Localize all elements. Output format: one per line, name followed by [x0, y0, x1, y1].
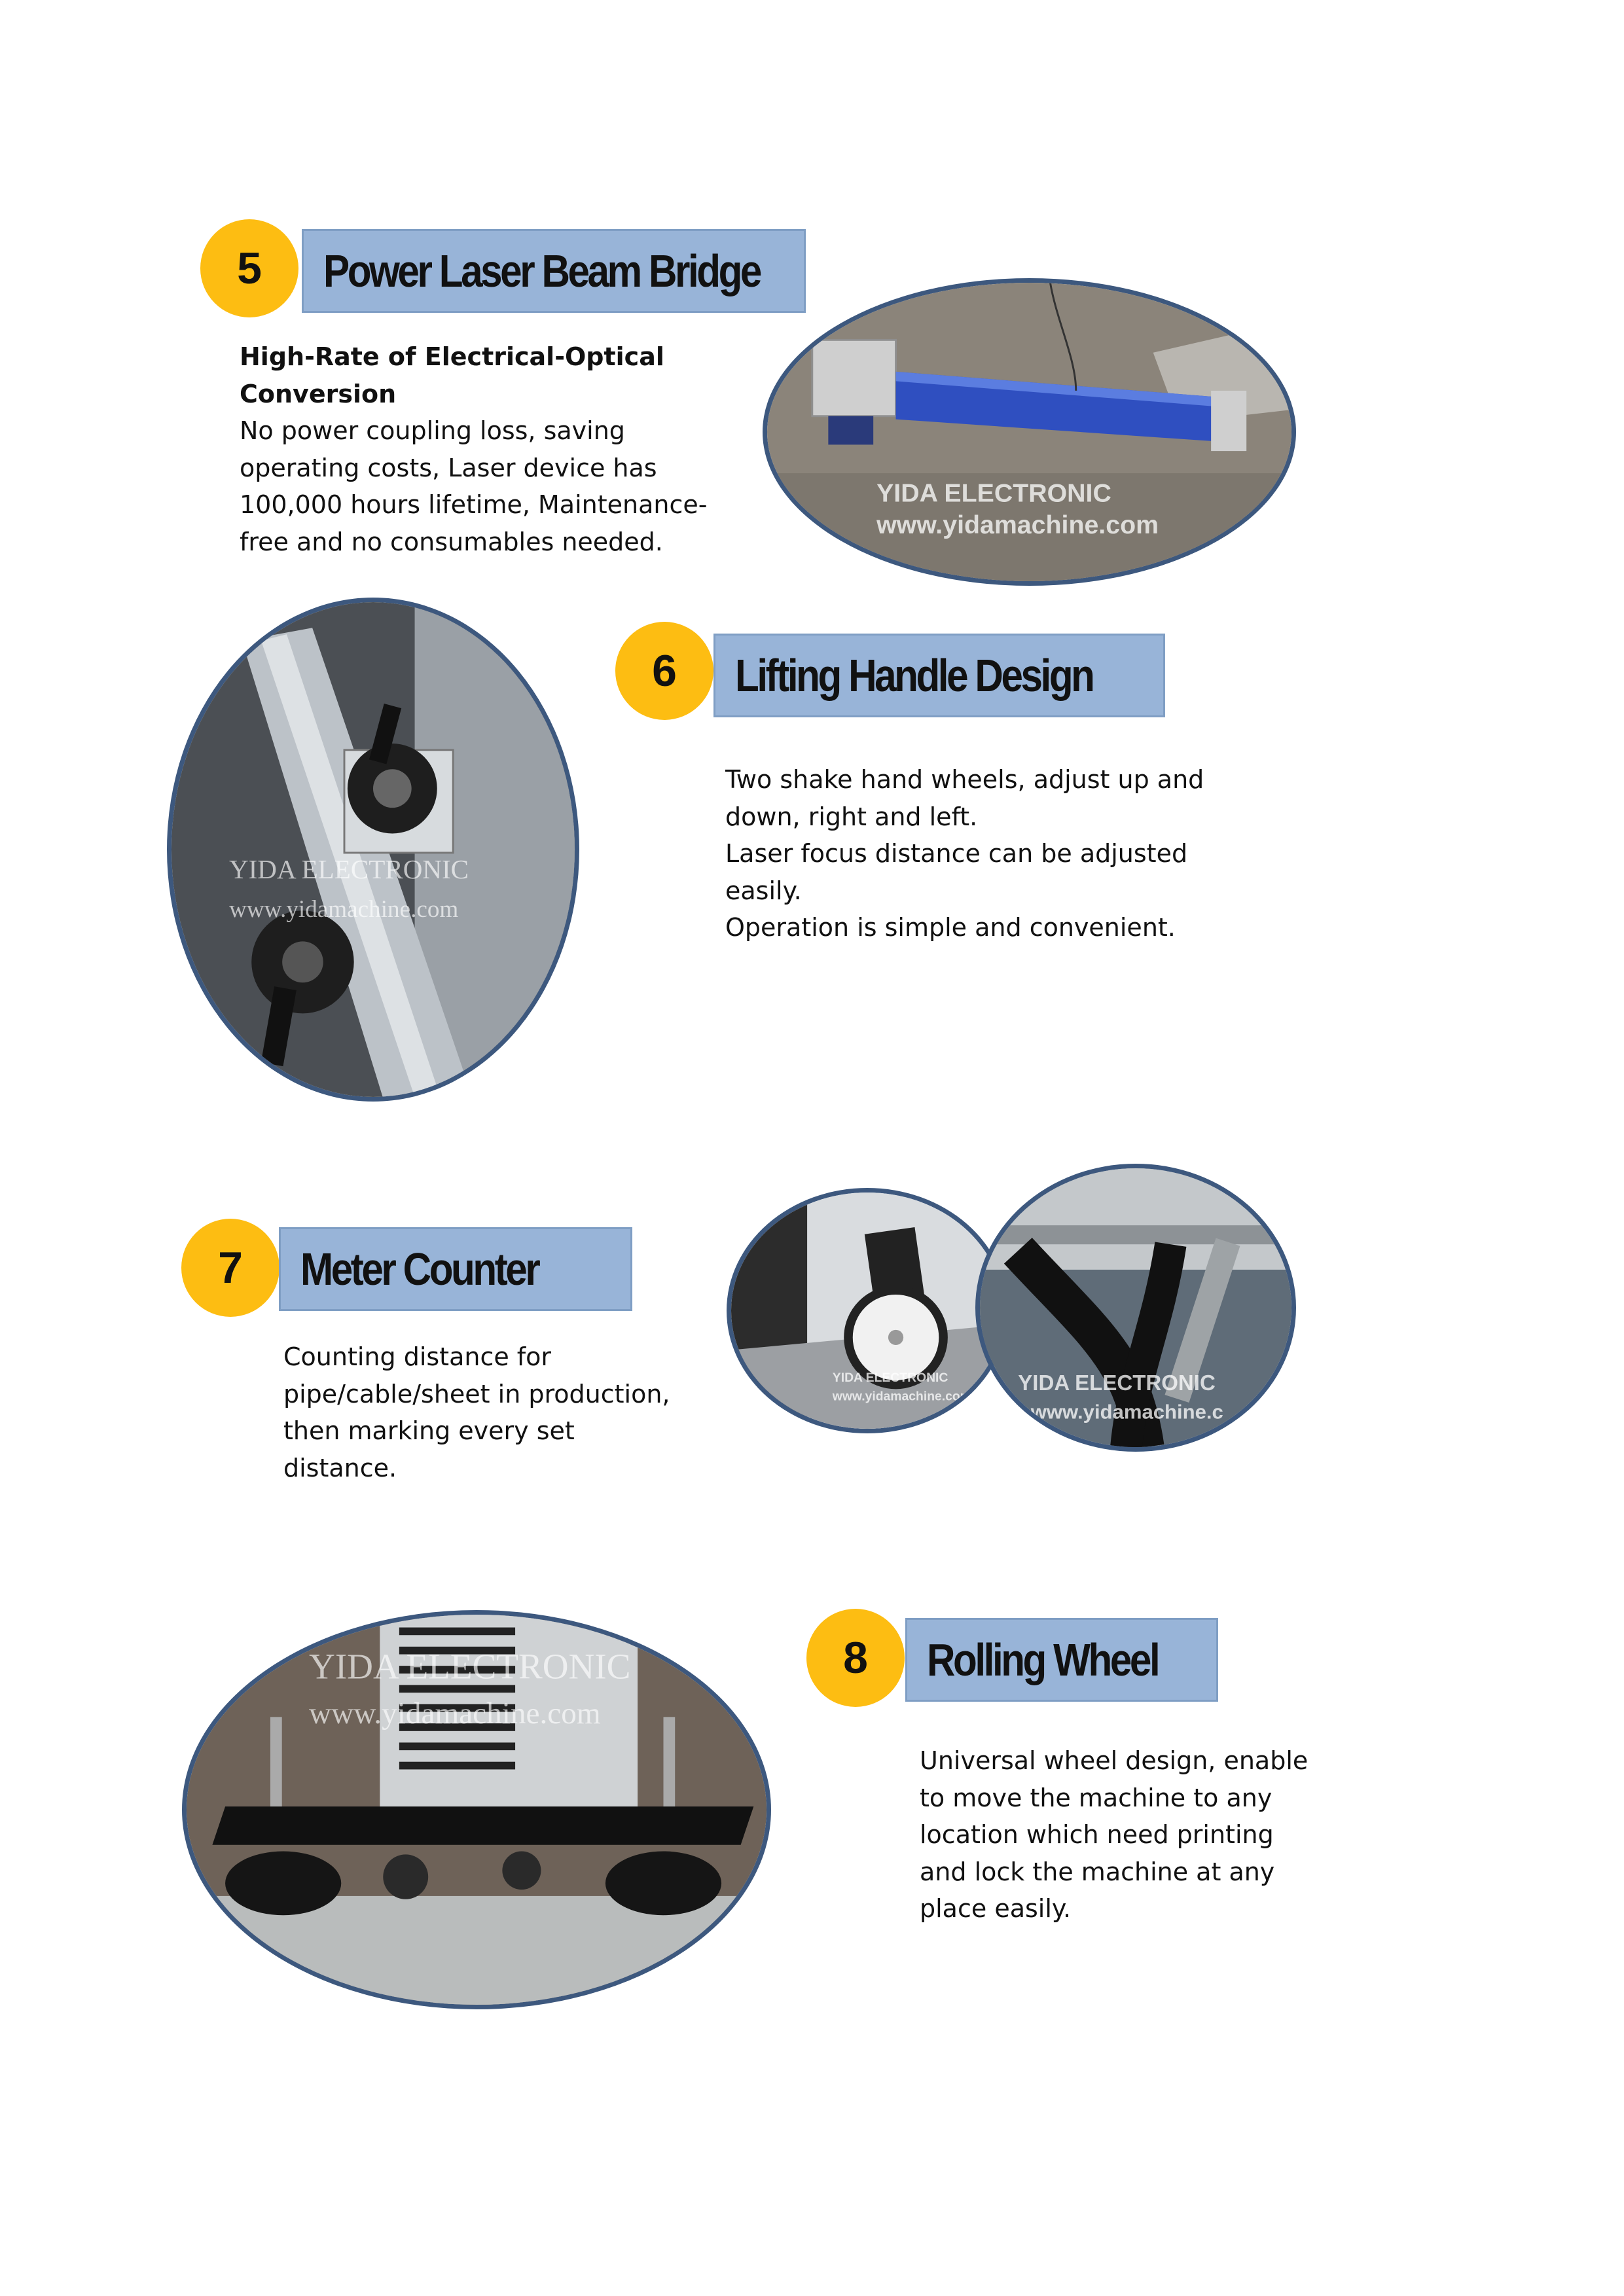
section-number-badge: 6 — [615, 622, 713, 720]
section-number-badge: 8 — [806, 1609, 905, 1707]
text-line: and lock the machine at any — [920, 1857, 1275, 1886]
text-line: pipe/cable/sheet in production, — [283, 1379, 670, 1408]
text-line: Counting distance for — [283, 1342, 552, 1371]
watermark-line: www.yidamachine.com — [229, 896, 459, 924]
text-line: location which need printing — [920, 1820, 1274, 1849]
section-number-badge: 7 — [181, 1219, 280, 1317]
section-title: Power Laser Beam Bridge — [302, 229, 806, 313]
text-line: then marking every set — [283, 1416, 575, 1445]
section-heading: High-Rate of Electrical-Optical Conversion — [240, 342, 664, 408]
watermark-line: www.yidamachine.com — [876, 511, 1159, 540]
section-title: Lifting Handle Design — [713, 634, 1165, 717]
text-line: easily. — [725, 876, 802, 905]
text-line: 100,000 hours lifetime, Maintenance- — [240, 490, 708, 519]
text-line: down, right and left. — [725, 802, 978, 831]
rolling-wheel-photo — [182, 1610, 771, 2009]
watermark-line: www.yidamachine.c — [1030, 1400, 1223, 1424]
watermark-line: YIDA ELECTRONIC — [876, 479, 1111, 508]
text-line: free and no consumables needed. — [240, 527, 663, 556]
text-line: operating costs, Laser device has — [240, 453, 657, 482]
text-line: Laser focus distance can be adjusted — [725, 839, 1188, 868]
text-line: Operation is simple and convenient. — [725, 913, 1176, 942]
laser-beam-bridge-photo — [763, 278, 1296, 586]
watermark-line: www.yidamachine.com — [309, 1696, 601, 1731]
text-line: Universal wheel design, enable — [920, 1746, 1308, 1775]
meter-counter-photo-small — [727, 1188, 1008, 1433]
watermark-line: www.yidamachine.com — [832, 1390, 971, 1404]
text-line: place easily. — [920, 1894, 1072, 1923]
section-title: Rolling Wheel — [905, 1618, 1218, 1702]
section-description — [725, 761, 1314, 946]
text-line: Two shake hand wheels, adjust up and — [725, 765, 1204, 794]
watermark-line: YIDA ELECTRONIC — [309, 1646, 631, 1687]
watermark-line: YIDA ELECTRONIC — [1018, 1370, 1216, 1395]
watermark-line: YIDA ELECTRONIC — [832, 1371, 948, 1385]
lifting-handle-photo — [167, 598, 579, 1102]
text-line: No power coupling loss, saving — [240, 416, 625, 445]
text-line: to move the machine to any — [920, 1783, 1272, 1812]
watermark-line: YIDA ELECTRONIC — [229, 854, 469, 885]
section-title: Meter Counter — [279, 1227, 632, 1311]
section-description — [283, 1338, 742, 1486]
section-description — [240, 338, 724, 560]
text-line: distance. — [283, 1453, 397, 1482]
section-description — [920, 1742, 1378, 1928]
meter-counter-photo-large — [975, 1164, 1296, 1452]
section-number-badge: 5 — [200, 219, 298, 317]
